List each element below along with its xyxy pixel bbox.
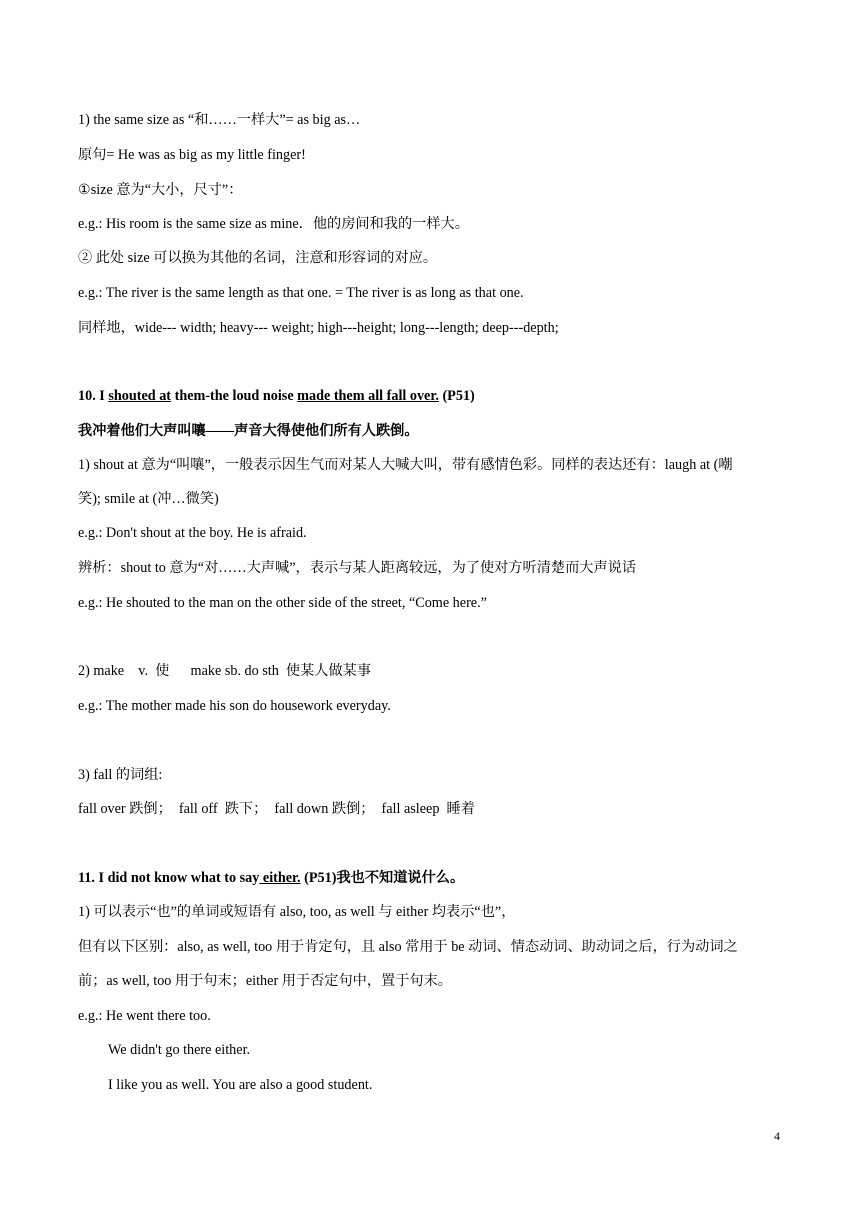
heading-part: 11. I did not know what to say xyxy=(78,870,260,886)
heading-part: (P51)我也不知道说什么。 xyxy=(300,870,465,886)
text-line: 笑); smile at (冲…微笑) xyxy=(78,491,219,507)
text-line: 原句= He was as big as my little finger! xyxy=(78,147,306,163)
section-heading xyxy=(78,386,790,406)
example-line: e.g.: Don't shout at the boy. He is afraid. xyxy=(78,525,307,541)
text-line: 但有以下区别：also, as well, too 用于肯定句，且 also 常用于 be 动词、情态动词、助动词之后，行为动词之 xyxy=(78,939,738,955)
example-line: I like you as well. You are also a good student. xyxy=(108,1077,373,1093)
text-line: 1) shout at 意为“叫嚷”，一般表示因生气而对某人大喊大叫，带有感情色彩。同样的表达还有：laugh at (嘲 xyxy=(78,457,733,473)
text-line: fall over 跌倒； fall off 跌下； fall down 跌倒； fall asleep 睡着 xyxy=(78,801,475,817)
heading-translation: 我冲着他们大声叫嚷——声音大得使他们所有人跌倒。 xyxy=(78,423,419,439)
text-line: 前；as well, too 用于句末；either 用于否定句中，置于句末。 xyxy=(78,973,452,989)
page-number: 4 xyxy=(774,1129,780,1143)
heading-underlined: either. xyxy=(259,870,301,886)
example-line: e.g.: The mother made his son do housework everyday. xyxy=(78,698,391,714)
example-line: e.g.: The river is the same length as that one. = The river is as long as that one. xyxy=(78,285,524,301)
example-line: e.g.: He went there too. xyxy=(78,1008,211,1024)
heading-underlined: shouted at xyxy=(108,388,172,404)
text-line: 1) 可以表示“也”的单词或短语有 also, too, as well 与 either 均表示“也”， xyxy=(78,904,516,920)
text-line: 2) make v. 使 make sb. do sth 使某人做某事 xyxy=(78,663,372,679)
heading-underlined: made them all fall over. xyxy=(297,388,439,404)
example-line: e.g.: His room is the same size as mine．他的房间和我的一样大。 xyxy=(78,216,469,232)
text-line: 3) fall 的词组: xyxy=(78,767,163,783)
text-line: ①size 意为“大小，尺寸”： xyxy=(78,182,243,198)
heading-part: them-the loud noise xyxy=(171,388,298,404)
text-line: 1) the same size as “和……一样大”= as big as… xyxy=(78,112,361,128)
text-line: 同样地，wide--- width; heavy--- weight; high---height; long---length; deep---depth; xyxy=(78,320,559,336)
heading-part: (P51) xyxy=(438,388,475,404)
example-line: We didn't go there either. xyxy=(108,1042,251,1058)
example-line: e.g.: He shouted to the man on the other side of the street, “Come here.” xyxy=(78,595,487,611)
text-line: 辨析：shout to 意为“对……大声喊”，表示与某人距离较远，为了使对方听清楚而大声说话 xyxy=(78,560,637,576)
section-heading xyxy=(78,868,790,888)
text-line: ② 此处 size 可以换为其他的名词，注意和形容词的对应。 xyxy=(78,250,438,266)
heading-part: 10. I xyxy=(78,388,109,404)
